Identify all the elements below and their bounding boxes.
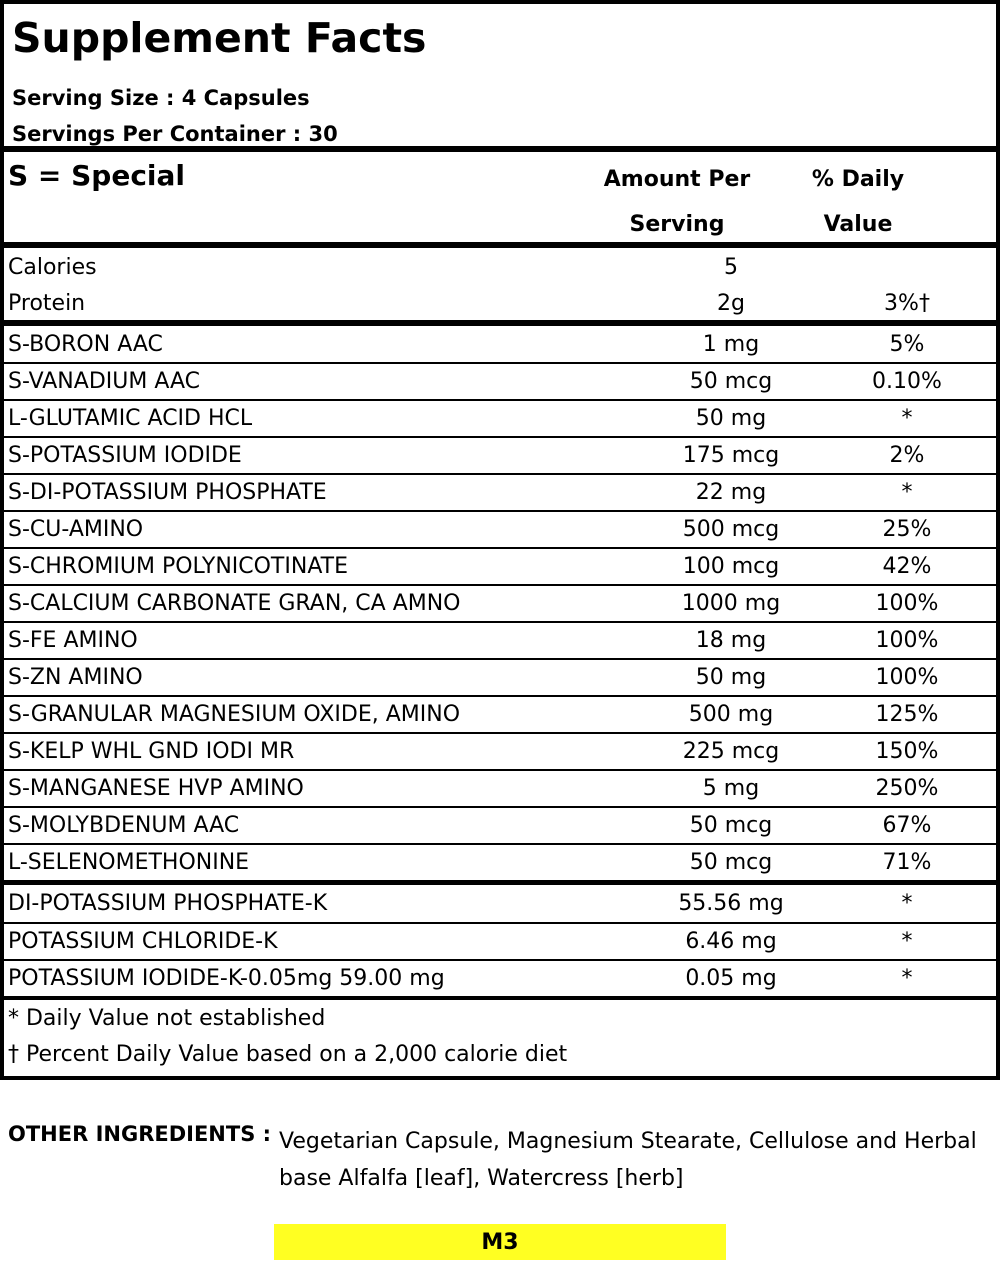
table-row <box>4 512 996 549</box>
table-row <box>4 734 996 771</box>
ingredient-amount: 500 mcg <box>682 517 780 542</box>
table-row <box>4 623 996 660</box>
ingredient-daily-value: 67% <box>882 813 932 838</box>
table-row <box>4 697 996 734</box>
other-ingredients-label: OTHER INGREDIENTS : <box>8 1122 272 1146</box>
ingredient-daily-value: 100% <box>875 591 939 616</box>
ingredient-daily-value: * <box>901 966 913 991</box>
ingredient-amount: 22 mg <box>695 480 767 505</box>
ingredient-amount: 55.56 mg <box>678 891 784 916</box>
ingredient-name: L-GLUTAMIC ACID HCL <box>8 406 253 431</box>
ingredient-name: S-CU-AMINO <box>8 517 144 542</box>
footnote-percent-dv: † Percent Daily Value based on a 2,000 calorie diet <box>8 1042 568 1067</box>
ingredient-amount: 50 mcg <box>689 850 773 875</box>
ingredient-daily-value: 25% <box>882 517 932 542</box>
nutrient-name: Protein <box>8 291 86 316</box>
ingredient-daily-value: 0.10% <box>872 369 942 394</box>
ingredient-amount: 225 mcg <box>682 739 780 764</box>
ingredient-daily-value: * <box>901 891 913 916</box>
ingredient-amount: 0.05 mg <box>685 966 777 991</box>
ingredient-amount: 18 mg <box>695 628 767 653</box>
ingredient-daily-value: 100% <box>875 628 939 653</box>
table-row <box>4 364 996 401</box>
table-row <box>4 475 996 512</box>
ingredient-name: S-BORON AAC <box>8 332 163 357</box>
divider-thick <box>4 242 996 248</box>
table-row <box>4 961 996 998</box>
ingredient-daily-value: 150% <box>875 739 939 764</box>
table-row <box>4 327 996 364</box>
ingredient-name: S-CHROMIUM POLYNICOTINATE <box>8 554 349 579</box>
amount-header-line2: Serving <box>629 212 725 237</box>
ingredient-amount: 100 mcg <box>682 554 780 579</box>
nutrient-amount: 5 <box>724 255 738 280</box>
dv-header-line2: Value <box>823 212 893 237</box>
ingredient-daily-value: * <box>901 406 913 431</box>
ingredient-name: POTASSIUM CHLORIDE-K <box>8 929 278 954</box>
ingredient-daily-value: * <box>901 480 913 505</box>
ingredient-name: L-SELENOMETHONINE <box>8 850 250 875</box>
ingredient-name: S-KELP WHL GND IODI MR <box>8 739 295 764</box>
servings-per-container: Servings Per Container : 30 <box>12 122 338 146</box>
ingredient-amount: 1 mg <box>702 332 760 357</box>
divider-thick <box>4 320 996 326</box>
ingredient-amount: 50 mcg <box>689 813 773 838</box>
ingredient-amount: 50 mg <box>695 665 767 690</box>
ingredient-name: S-MANGANESE HVP AMINO <box>8 776 304 801</box>
table-row <box>4 660 996 697</box>
ingredient-daily-value: 42% <box>882 554 932 579</box>
ingredient-daily-value: 2% <box>889 443 925 468</box>
table-row <box>4 586 996 623</box>
table-row <box>4 808 996 845</box>
divider-thick <box>4 146 996 152</box>
ingredient-daily-value: 5% <box>889 332 925 357</box>
ingredient-daily-value: 250% <box>875 776 939 801</box>
ingredient-name: S-ZN AMINO <box>8 665 143 690</box>
ingredient-daily-value: 71% <box>882 850 932 875</box>
ingredient-name: S-CALCIUM CARBONATE GRAN, CA AMNO <box>8 591 461 616</box>
ingredient-name: S-POTASSIUM IODIDE <box>8 443 242 468</box>
ingredient-name: S-DI-POTASSIUM PHOSPHATE <box>8 480 327 505</box>
ingredient-daily-value: 100% <box>875 665 939 690</box>
table-row <box>4 771 996 808</box>
ingredient-name: S-VANADIUM AAC <box>8 369 201 394</box>
ingredient-amount: 500 mg <box>688 702 774 727</box>
ingredient-name: DI-POTASSIUM PHOSPHATE-K <box>8 891 328 916</box>
ingredient-daily-value: * <box>901 929 913 954</box>
ingredient-daily-value: 125% <box>875 702 939 727</box>
ingredient-amount: 50 mg <box>695 406 767 431</box>
divider-thick <box>4 880 996 885</box>
nutrient-name: Calories <box>8 255 97 280</box>
table-row <box>4 438 996 475</box>
table-row <box>4 924 996 961</box>
legend-special: S = Special <box>8 159 186 192</box>
table-row <box>4 401 996 438</box>
ingredient-name: S-MOLYBDENUM AAC <box>8 813 240 838</box>
table-row <box>4 845 996 882</box>
table-row <box>4 250 996 287</box>
table-row <box>4 286 996 323</box>
ingredient-amount: 1000 mg <box>681 591 781 616</box>
panel-title: Supplement Facts <box>12 14 427 62</box>
ingredient-name: S-GRANULAR MAGNESIUM OXIDE, AMINO <box>8 702 461 727</box>
footnote-daily-value: * Daily Value not established <box>8 1006 326 1031</box>
nutrient-amount: 2g <box>717 291 745 316</box>
ingredient-name: S-FE AMINO <box>8 628 138 653</box>
amount-header-line1: Amount Per <box>603 167 751 192</box>
nutrient-daily-value: 3%† <box>884 291 930 316</box>
ingredient-amount: 50 mcg <box>689 369 773 394</box>
table-row <box>4 886 996 923</box>
ingredient-amount: 6.46 mg <box>685 929 777 954</box>
ingredient-amount: 175 mcg <box>682 443 780 468</box>
serving-size: Serving Size : 4 Capsules <box>12 86 310 110</box>
ingredient-name: POTASSIUM IODIDE-K-0.05mg 59.00 mg <box>8 966 445 991</box>
divider-thick <box>4 996 996 1000</box>
dv-header-line1: % Daily <box>811 167 905 192</box>
product-code-badge: M3 <box>274 1224 726 1260</box>
table-row <box>4 549 996 586</box>
ingredient-amount: 5 mg <box>702 776 760 801</box>
other-ingredients-text: Vegetarian Capsule, Magnesium Stearate, Cellulose and Herbal base Alfalfa [leaf], Watercress [herb] <box>279 1129 977 1191</box>
